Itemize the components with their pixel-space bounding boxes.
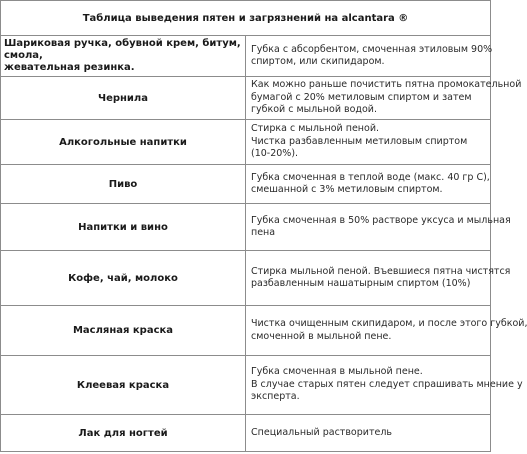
stain-line: Кофе, чай, молоко	[68, 272, 178, 284]
remedy-line: разбавленным нашатырным спиртом (10%)	[251, 278, 471, 289]
remedy-line: Специальный растворитель	[251, 426, 393, 438]
stain-cell	[1, 36, 246, 77]
stain-line: Масляная краска	[72, 325, 174, 336]
remedy-line: Губка смоченная в 50% растворе уксуса и мыльная	[251, 214, 511, 226]
remedy-line: Стирка мыльной пеной. Въевшиеся пятна чистятся	[251, 265, 511, 277]
table-row	[1, 356, 491, 415]
table-title: Таблица выведения пятен и загрязнений на alcantara ®	[1, 1, 491, 36]
remedy-cell	[246, 77, 522, 120]
remedy-line: бумагой с 20% метиловым спиртом и затем	[251, 91, 472, 103]
remedy-line: Стирка с мыльной пеной.	[251, 123, 380, 135]
table-row	[1, 204, 491, 251]
remedy-cell	[246, 204, 511, 251]
remedy-cell	[246, 165, 491, 204]
remedy-cell	[246, 120, 491, 165]
table-row	[1, 306, 491, 356]
stain-line: смола,	[4, 50, 43, 61]
remedy-line: Чистка разбавленным метиловым спиртом	[251, 135, 468, 147]
stain-cell	[1, 251, 246, 306]
stain-cell	[1, 120, 246, 165]
table-title-row	[1, 1, 491, 36]
remedy-line: спиртом, или скипидаром.	[251, 56, 385, 67]
stain-line: Лак для ногтей	[78, 427, 168, 439]
stain-line: Клеевая краска	[76, 379, 170, 391]
remedy-line: губкой с мыльной водой.	[251, 104, 378, 116]
remedy-line: Губка смоченная в мыльной пене.	[251, 366, 423, 378]
stain-cell	[1, 204, 246, 251]
remedy-line: пена	[251, 227, 276, 238]
stain-line: Чернила	[97, 92, 148, 104]
stain-line: жевательная резинка.	[4, 62, 135, 73]
remedy-line: Губка с абсорбентом, смоченная этиловым 90%	[251, 43, 493, 55]
table-row	[1, 251, 491, 306]
table-row	[1, 77, 491, 120]
stain-cell	[1, 165, 246, 204]
remedy-cell	[246, 36, 491, 77]
remedy-line: Губка смоченная в теплой воде (макс. 40 гр С),	[251, 171, 490, 183]
stain-cell	[1, 306, 246, 356]
remedy-line: смешанной с 3% метиловым спиртом.	[251, 184, 443, 195]
remedy-line: (10-20%).	[251, 148, 299, 160]
remedy-line: смоченной в мыльной пене.	[251, 330, 392, 342]
stain-line: Алкогольные напитки	[59, 136, 187, 148]
stain-cell	[1, 415, 246, 452]
table-row	[1, 165, 491, 204]
stain-cell	[1, 77, 246, 120]
stain-line: Напитки и вино	[78, 221, 168, 233]
remedy-line: Чистка очищенным скипидаром, и после этого губкой,	[251, 318, 527, 329]
remedy-cell	[246, 251, 511, 306]
table-row	[1, 415, 491, 452]
table-row	[1, 120, 491, 165]
table-row	[1, 36, 491, 77]
stain-line: Шариковая ручка, обувной крем, битум,	[4, 38, 241, 49]
stain-cell	[1, 356, 246, 415]
remedy-cell	[246, 306, 527, 356]
remedy-line: Как можно раньше почистить пятна промокательной	[251, 79, 522, 91]
stain-line: Пиво	[108, 178, 138, 190]
remedy-cell	[246, 356, 523, 415]
remedy-cell	[246, 415, 491, 452]
remedy-line: эксперта.	[251, 391, 300, 403]
remedy-line: В случае старых пятен следует спрашивать мнение у	[251, 378, 523, 390]
